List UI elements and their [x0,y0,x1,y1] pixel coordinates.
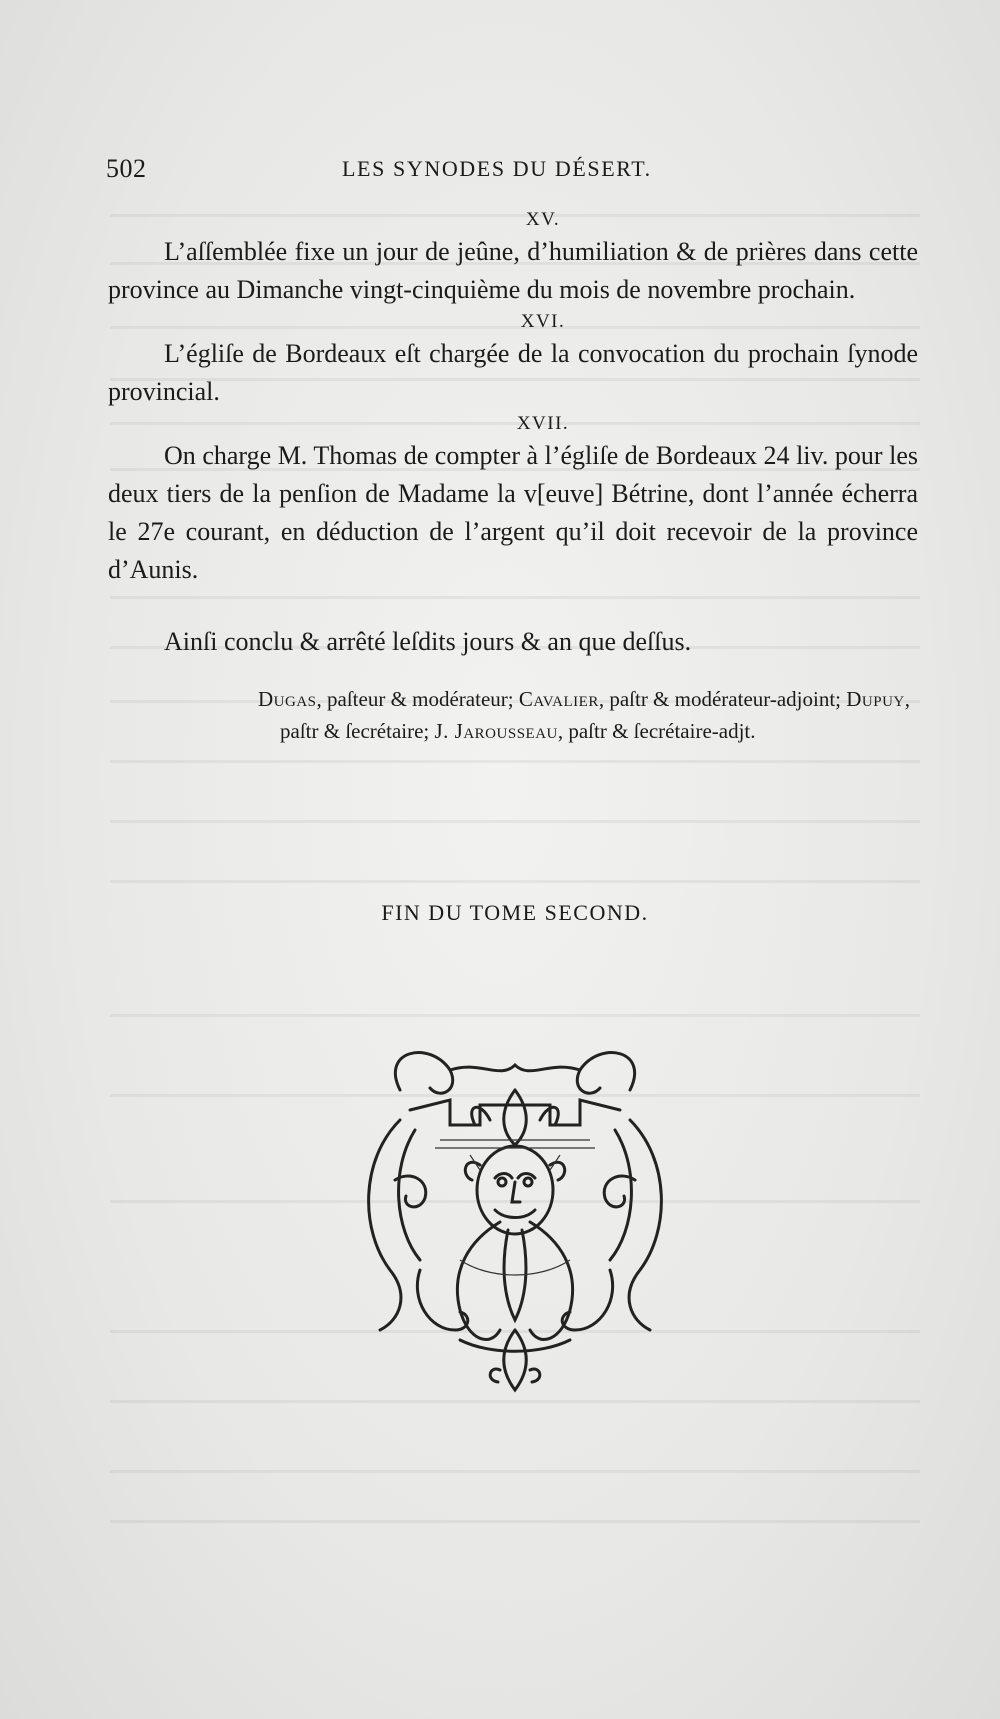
article-text: L’égliſe de Bordeaux eſt chargée de la convocation du prochain ſynode provincial. [108,339,918,406]
signatory-role: , paſtr & modérateur-adjoint; [598,687,847,711]
page-header [106,150,926,190]
signatory-name: Dugas [258,687,317,711]
signatory-role: , paſtr & ſecrétaire-adjt. [557,719,756,743]
article-numeral: XV. [525,209,561,230]
running-head: LES SYNODES DU DÉSERT. [342,156,652,181]
signatory-name: J. Jarousseau [434,719,558,743]
signatory-name: Cavalier [518,687,599,711]
signatures [108,683,910,747]
page-body [108,207,918,747]
end-of-volume-note: FIN DU TOME SECOND. [381,900,649,925]
signatory-role: , paſtr & ſecrétaire; [280,687,911,743]
conclusion-text: Ainſi conclu & arrêté leſdits jours & an que deſſus. [164,627,692,656]
page-number: 502 [106,154,147,183]
article-numeral: XVI. [520,311,566,332]
signatory-role: , paſteur & modérateur; [316,687,519,711]
article-numeral: XVII. [516,413,570,434]
signatory-name: Dupuy [846,687,905,711]
article-text: L’aſſemblée fixe un jour de jeûne, d’humiliation & de prières dans cette province au Dimanche vingt-cinquième du mois de novembre prochain. [108,237,918,304]
article-text: On charge M. Thomas de compter à l’égliſe de Bordeaux 24 liv. pour les deux tiers de la penſion de Madame la v[euve] Bétrine, dont l’année écherra le 27e courant, en déduction de l’argent qu’il doit recevoir de la province d’Aunis. [108,441,918,584]
mascaron-ornament-icon [340,1030,690,1400]
